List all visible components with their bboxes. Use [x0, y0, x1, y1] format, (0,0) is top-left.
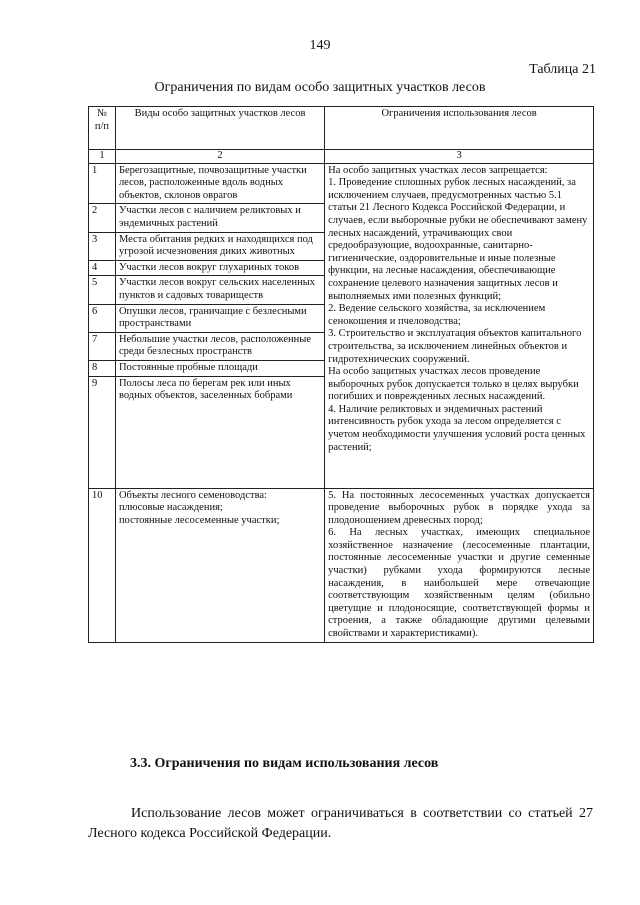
table-index-row — [89, 150, 594, 164]
section-heading: 3.3. Ограничения по видам использования лесов — [130, 756, 439, 771]
restriction-paragraph: 3. Строительство и эксплуатация объектов капитального строительства, за исключением линейных объектов и гидротехнических сооружений. — [328, 328, 582, 365]
row-num: 5 — [89, 276, 116, 304]
row-kind: Участки лесов вокруг сельских населенных пунктов и садовых товариществ — [115, 276, 324, 304]
row-kind: Берегозащитные, почвозащитные участки лесов, расположенные вдоль водных объектов, склонов оврагов — [115, 163, 324, 204]
index-cell: 1 — [89, 150, 116, 164]
table-row — [89, 163, 594, 204]
row-num: 2 — [89, 204, 116, 232]
row-kind: Опушки лесов, граничащие с безлесными пространствами — [115, 304, 324, 332]
restriction-group-cell — [325, 163, 594, 488]
row-kind: Постоянные пробные площади — [115, 360, 324, 376]
table-label: Таблица 21 — [529, 62, 596, 77]
row-num: 6 — [89, 304, 116, 332]
table-header-row — [89, 107, 594, 150]
restriction-paragraph: 2. Ведение сельского хозяйства, за исключением сенокошения и пчеловодства; — [328, 303, 546, 327]
header-num: № п/п — [89, 107, 116, 150]
header-kind: Виды особо защитных участков лесов — [115, 107, 324, 150]
index-cell: 3 — [325, 150, 594, 164]
table-row — [89, 488, 594, 642]
restriction-paragraph: На особо защитных участках лесов проведение выборочных рубок допускается только в целях вырубки погибших и поврежденных лесных насаждений. — [328, 366, 579, 403]
restriction-paragraph: 4. Наличие реликтовых и эндемичных растений интенсивность рубок ухода за лесом определяется с учетом необходимости улучшения условий роста ценных растений; — [328, 403, 586, 453]
row-num: 3 — [89, 232, 116, 260]
restrictions-table — [88, 106, 594, 643]
index-cell: 2 — [115, 150, 324, 164]
table-title: Ограничения по видам особо защитных участков лесов — [154, 80, 486, 95]
row-num: 1 — [89, 163, 116, 204]
row-kind: Участки лесов с наличием реликтовых и эндемичных растений — [115, 204, 324, 232]
restriction-group-cell — [325, 488, 594, 642]
row-kind — [115, 488, 324, 642]
kind-line: постоянные лесосеменные участки; — [118, 514, 280, 526]
row-num: 10 — [89, 488, 116, 642]
row-num: 9 — [89, 376, 116, 488]
row-kind: Небольшие участки лесов, расположенные среди безлесных пространств — [115, 332, 324, 360]
restriction-paragraph: 5. На постоянных лесосеменных участках допускается проведение выборочных рубок в порядке ухода за плодоношением древесных пород; — [328, 489, 590, 526]
row-num: 8 — [89, 360, 116, 376]
kind-line: плюсовые насаждения; — [118, 502, 223, 514]
row-kind: Полосы леса по берегам рек или иных водных объектов, заселенных бобрами — [115, 376, 324, 488]
restriction-paragraph: На особо защитных участках лесов запрещается: — [328, 164, 548, 176]
row-kind: Места обитания редких и находящихся под угрозой исчезновения диких животных — [115, 232, 324, 260]
restriction-paragraph: 6. На лесных участках, имеющих специальное хозяйственное назначение (лесосеменные плантации, постоянные лесосеменные участки и другие семенные участки) рубками ухода формируются лесные насаждения, в наибольшей мере отвечающие соответствующим хозяйственным целям (обильно цветущие и плодоносящие, соответствующей формы и строения, а также обладающие другими целевыми свойствами и характеристиками). — [328, 527, 590, 640]
body-paragraph: Использование лесов может ограничиваться в соответствии со статьей 27 Лесного кодекса Российской Федерации. — [88, 806, 593, 841]
row-num: 4 — [89, 260, 116, 276]
header-restriction: Ограничения использования лесов — [325, 107, 594, 150]
kind-line: Объекты лесного семеноводства: — [118, 489, 267, 501]
page-number: 149 — [309, 38, 331, 53]
restriction-paragraph: 1. Проведение сплошных рубок лесных насаждений, за исключением случаев, предусмотренных частью 5.1 статьи 21 Лесного Кодекса Российской Федерации, и случаев, если выборочные рубки не обеспечивают замену лесных насаждений, утрачивающих свои средообразующие, водоохранные, санитарно-гигиенические, оздоровительные и иные полезные функции, на лесные насаждения, обеспечивающие сохранение целевого назначения защитных лесов и выполняемых ими полезных функций; — [328, 177, 588, 302]
row-num: 7 — [89, 332, 116, 360]
row-kind: Участки лесов вокруг глухариных токов — [115, 260, 324, 276]
